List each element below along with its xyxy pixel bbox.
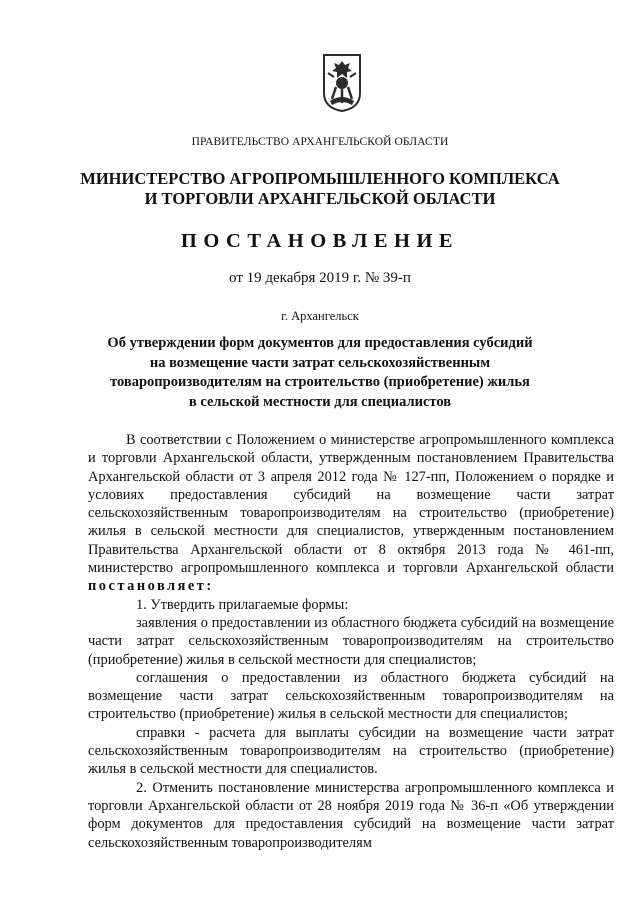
item-2: 2. Отменить постановление министерства агропромышленного комплекса и торговли Архангельской области от 28 ноября 2019 года № 36-п «Об утверждении форм документов для предоставления субсидий на возмещение части затрат сельскохозяйственным товаропроизводителям: [88, 779, 614, 851]
ministry-line-2: И ТОРГОВЛИ АРХАНГЕЛЬСКОЙ ОБЛАСТИ: [144, 189, 496, 208]
document-body: [88, 431, 614, 852]
document-date-number: от 19 декабря 2019 г. № 39-п: [229, 270, 411, 286]
coat-of-arms-icon: [322, 53, 362, 113]
document-subject: [100, 334, 540, 412]
subject-line-4: в сельской местности для специалистов: [188, 393, 452, 410]
form-agreement: соглашения о предоставлении из областного бюджета субсидий на возмещение части затрат сельскохозяйственным товаропроизводителям на строительство (приобретение) жилья в сельской местности для специалистов;: [88, 669, 614, 723]
document-type: ПОСТАНОВЛЕНИЕ: [180, 230, 460, 252]
intro-text: В соответствии с Положением о министерстве агропромышленного комплекса и торговли Архангельской области, утвержденным постановлением Правительства Архангельской области от 3 апреля 2012 года № 127-пп, Положением о порядке и условиях предоставления субсидий на возмещение части затрат сельскохозяйственным товаропроизводителям на строительство (приобретение) жилья в сельской местности для специалистов, утвержденным постановлением Правительства Архангельской области от 8 октября 2013 года № 461-пп, министерство агропромышленного комплекса и торговли Архангельской области: [88, 432, 614, 577]
ministry-name: [40, 169, 600, 209]
form-application: заявления о предоставлении из областного бюджета субсидий на возмещение части затрат сельскохозяйственным товаропроизводителям на строительство (приобретение) жилья в сельской местности для специалистов;: [88, 614, 614, 668]
subject-line-3: товаропроизводителям на строительство (приобретение) жилья: [110, 374, 530, 390]
form-calculation: справки - расчета для выплаты субсидии на возмещение части затрат сельскохозяйственным товаропроизводителям на строительство (приобретение) жилья в сельской местности для специалистов.: [88, 724, 614, 778]
intro-paragraph: [88, 431, 614, 596]
ministry-line-1: МИНИСТЕРСТВО АГРОПРОМЫШЛЕННОГО КОМПЛЕКСА: [80, 169, 560, 188]
subject-line-1: Об утверждении форм документов для предоставления субсидий: [107, 335, 533, 351]
subject-line-2: на возмещение части затрат сельскохозяйственным: [149, 354, 491, 371]
document-city: г. Архангельск: [281, 309, 359, 323]
government-name: ПРАВИТЕЛЬСТВО АРХАНГЕЛЬСКОЙ ОБЛАСТИ: [191, 136, 449, 148]
decree-keyword: постановляет:: [88, 578, 214, 595]
item-1: 1. Утвердить прилагаемые формы:: [136, 596, 349, 613]
